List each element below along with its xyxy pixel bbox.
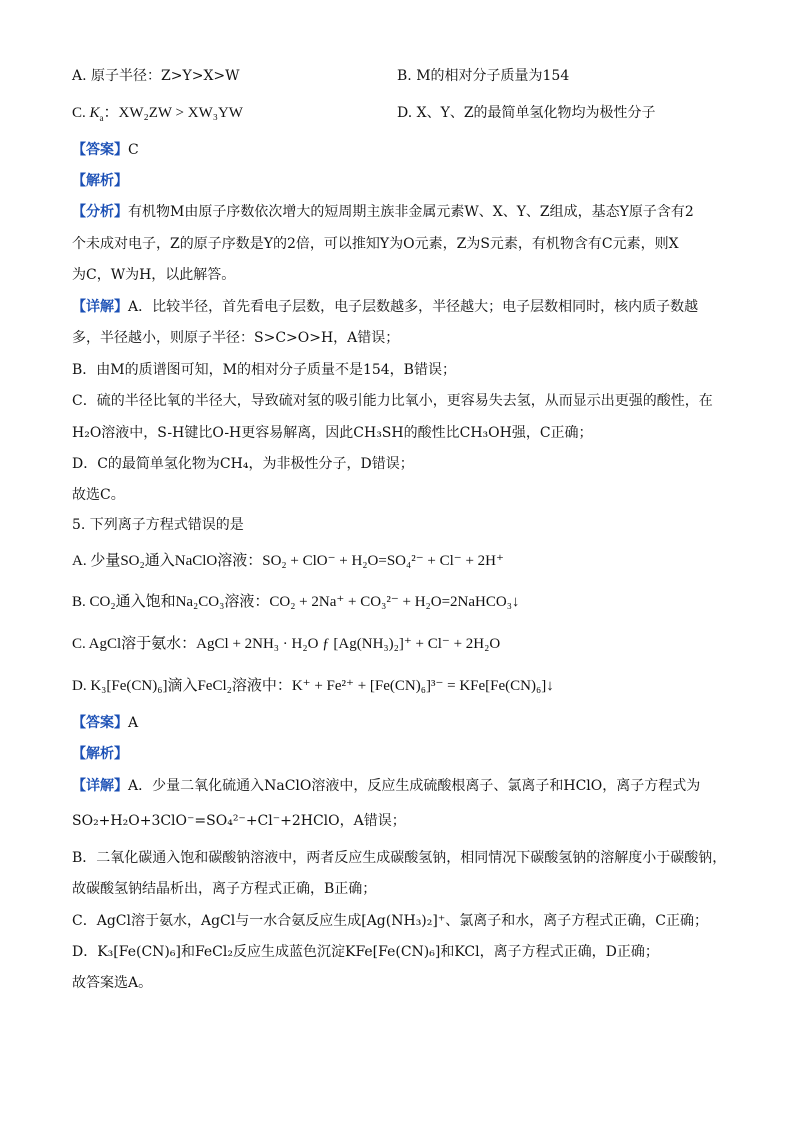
q4-fenxi-line-3: 为C，W为H，以此解答。 xyxy=(72,267,236,283)
xiangjie-text-1: A．少量二氧化硫通入NaClO溶液中，反应生成硫酸根离子、氯离子和HClO，离子方程式为 xyxy=(128,778,701,794)
answer-tag: 【答案】 xyxy=(72,715,128,731)
q4-option-c-prefix: C. xyxy=(72,105,90,121)
q4-xiangjie-line-2: 多，半径越小，则原子半径：S>C>O>H，A错误； xyxy=(72,330,400,346)
q4-fenxi-line-1 xyxy=(72,202,694,222)
q5-stem: 5. 下列离子方程式错误的是 xyxy=(72,517,244,533)
q5-xiangjie-line-1 xyxy=(72,776,700,796)
q5-analysis-tag: 【解析】 xyxy=(72,746,128,762)
q4-conclusion: 故选C。 xyxy=(72,487,125,503)
q5-xiangjie-line-6: D．K₃[Fe(CN)₆]和FeCl₂反应生成蓝色沉淀KFe[Fe(CN)₆]和KCl，离子方程式正确，D正确； xyxy=(72,944,659,960)
answer-value: A xyxy=(128,715,139,731)
q4-option-a: A. 原子半径：Z>Y>X>W xyxy=(72,68,240,84)
q5-option-c: C. AgCl溶于氨水：AgCl + 2NH₃ · H₂O ƒ [Ag(NH₃)₂]⁺ + Cl⁻ + 2H₂O xyxy=(72,636,501,652)
q4-xiangjie-line-5: H₂O溶液中，S-H键比O-H更容易解离，因此CH₃SH的酸性比CH₃OH强，C正确； xyxy=(72,425,593,441)
fenxi-tag: 【分析】 xyxy=(72,204,128,220)
q5-answer xyxy=(72,713,138,733)
q4-option-c: C. $K_a$：XW₂ZW > XW₃YW xyxy=(72,105,243,123)
q5-option-a: A. 少量SO₂通入NaClO溶液：SO₂ + ClO⁻ + H₂O=SO₄²⁻ + Cl⁻ + 2H⁺ xyxy=(72,553,504,569)
q4-option-c-text: ：XW₂ZW > XW₃YW xyxy=(103,105,243,121)
xiangjie-tag: 【详解】 xyxy=(72,778,128,794)
answer-value: C xyxy=(128,142,139,158)
xiangjie-text-1: A．比较半径，首先看电子层数，电子层数越多，半径越大；电子层数相同时，核内质子数越 xyxy=(128,299,699,315)
q4-answer xyxy=(72,140,139,160)
q4-xiangjie-line-4: C．硫的半径比氧的半径大，导致硫对氢的吸引能力比氧小，更容易失去氢，从而显示出更强的酸性，在 xyxy=(72,393,713,409)
q4-xiangjie-line-1 xyxy=(72,297,698,317)
q5-xiangjie-line-3: B．二氧化碳通入饱和碳酸钠溶液中，两者反应生成碳酸氢钠，相同情况下碳酸氢钠的溶解度小于碳酸钠， xyxy=(72,850,727,866)
q5-option-b: B. CO₂通入饱和Na₂CO₃溶液：CO₂ + 2Na⁺ + CO₃²⁻ + H₂O=2NaHCO₃↓ xyxy=(72,594,520,610)
q4-option-b: B. M的相对分子质量为154 xyxy=(397,68,570,84)
q4-option-d: D. X、Y、Z的最简单氢化物均为极性分子 xyxy=(397,105,656,121)
q5-xiangjie-line-2: SO₂+H₂O+3ClO⁻=SO₄²⁻+Cl⁻+2HClO，A错误； xyxy=(72,813,406,829)
answer-tag: 【答案】 xyxy=(72,142,128,158)
q5-option-d: D. K₃[Fe(CN)₆]滴入FeCl₂溶液中：K⁺ + Fe²⁺ + [Fe(CN)₆]³⁻ = KFe[Fe(CN)₆]↓ xyxy=(72,678,554,694)
q4-xiangjie-line-3: B．由M的质谱图可知，M的相对分子质量不是154，B错误； xyxy=(72,362,456,378)
q4-xiangjie-line-6: D．C的最简单氢化物为CH₄，为非极性分子，D错误； xyxy=(72,456,414,472)
q4-fenxi-line-2: 个未成对电子，Z的原子序数是Y的2倍，可以推知Y为O元素，Z为S元素，有机物含有C元素，则X xyxy=(72,236,679,252)
xiangjie-tag: 【详解】 xyxy=(72,299,128,315)
fenxi-text-1: 有机物M由原子序数依次增大的短周期主族非金属元素W、X、Y、Z组成，基态Y原子含有2 xyxy=(128,204,694,220)
q5-conclusion: 故答案选A。 xyxy=(72,975,153,991)
q4-analysis-tag: 【解析】 xyxy=(72,173,128,189)
q5-xiangjie-line-5: C．AgCl溶于氨水，AgCl与一水合氨反应生成[Ag(NH₃)₂]⁺、氯离子和水，离子方程式正确，C正确； xyxy=(72,913,708,929)
q5-xiangjie-line-4: 故碳酸氢钠结晶析出，离子方程式正确，B正确； xyxy=(72,881,377,897)
